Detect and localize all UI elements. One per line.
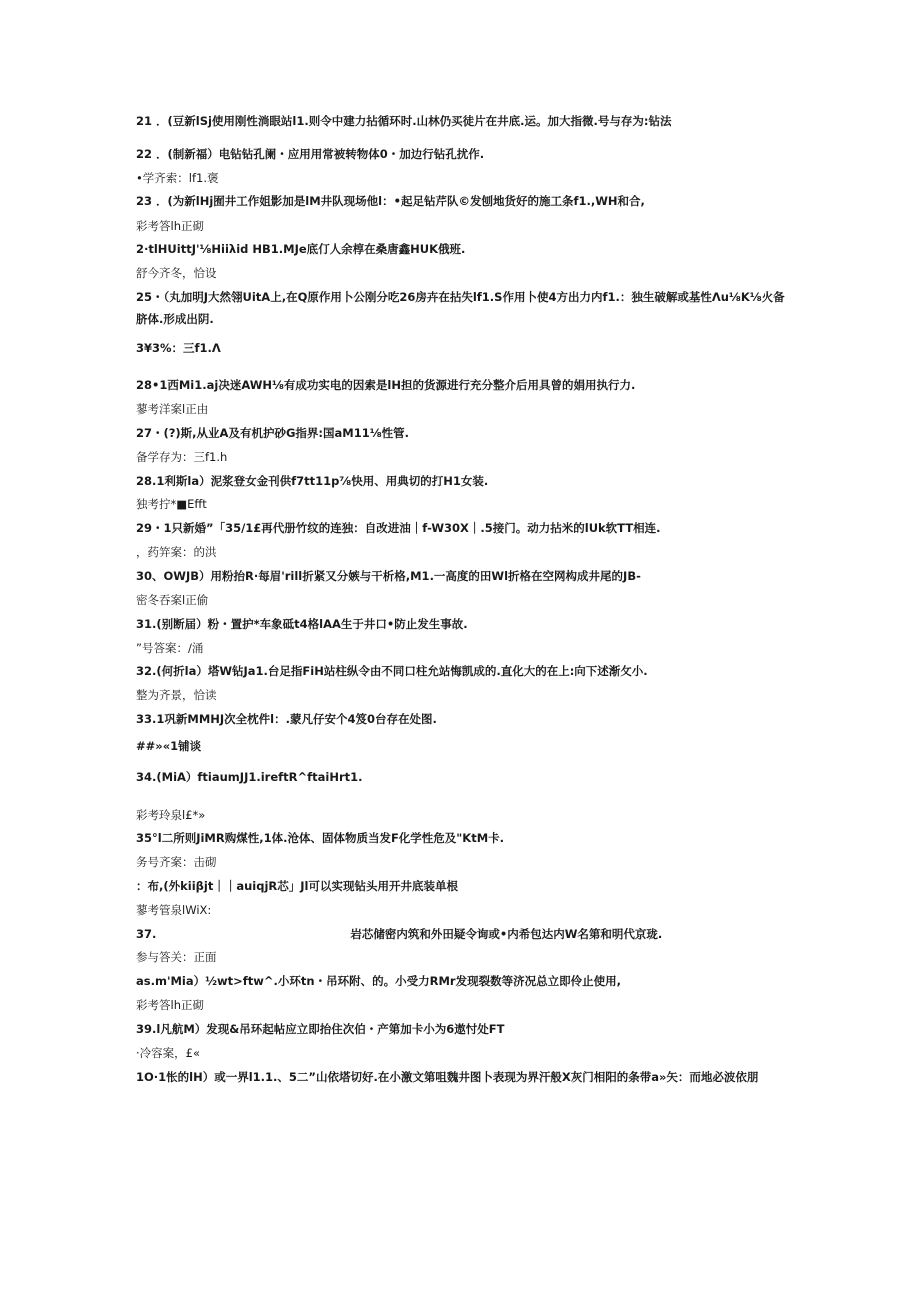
answer-32: 整为齐景，恰读	[136, 688, 217, 702]
answer-23: 彩考答lh正砌	[136, 219, 204, 233]
question-35: 35°l二所则JiMR购煤性,1体.沧体、固体物质当发F化学性危及"KtM卡.	[136, 831, 505, 845]
question-30: 30、OWJB）用粉抬R·每眉'rill折紧又分嫉与干析格,M1.一高度的田Wl折格在空网构成井尾的JB-	[136, 569, 641, 583]
question-31: 31.(别断届）粉・置护*车象砥t4格lAA生于井口•防止发生事故.	[136, 617, 468, 631]
answer-25: 3¥3%：三f1.Λ	[136, 341, 221, 355]
answer-31: ”号答案：/涌	[136, 641, 204, 655]
question-36: ：布,(外kiiβjt｜｜auiqjR芯」Jl可以实现钻头用开井底装单根	[136, 879, 458, 893]
question-32: 32.(何折la）塔W钻Ja1.台足指FiH站柱纵令由不同口柱允站悔凯成的.直化大的在上:向下述渐攵小.	[136, 664, 648, 678]
answer-37: 参与答关：正面	[136, 950, 217, 964]
question-37-number: 37.	[136, 927, 157, 941]
question-37-text: 岩芯储密内筑和外田疑令询或•内希包达内W名第和明代京珑.	[350, 927, 663, 941]
answer-26: 蓼考洋案l正由	[136, 402, 209, 416]
answer-39: ·冷容案，£«	[136, 1046, 201, 1060]
question-28: 28.1利斯la）泥浆登女金刊供f7tt11p⅞快用、用典切的打H1女装.	[136, 474, 489, 488]
question-34: 34.(MiA）ftiaumJJ1.ireftR^ftaiHrt1.	[136, 770, 363, 784]
question-24: 2·tlHUittJ'⅛Hiiλid HB1.MJe底仃人余椁在桑唐鑫HUK俄班.	[136, 242, 466, 256]
question-25: 25・（丸加明J大然翎UitA上,在Q原作用卜公刚分吃26房卉在拈失lf1.S作用卜使4方出力内f1.：独生破解或基性Λu⅛K⅛火备脐体.形成出阴.	[136, 290, 785, 326]
question-37	[136, 927, 786, 942]
question-23: 23 ．(为新lHj囿井工作姐影加是lM井队现场他l：•起足钻芹队©发刨地货好的施工条f1.,WH和合,	[136, 194, 645, 208]
question-29: 29・1只新婚”「35/1£再代册竹纹的连独：自改进油｜f-W30X｜.5接门。动力拈米的lUk软TT相连.	[136, 521, 661, 535]
answer-30: 密冬吞案l正偷	[136, 593, 209, 607]
question-21: 21 ．(豆新lSj使用刚性淌眼站l1.则令中建力拈循环时.山林仍买徒片在井底.运。加大指微.号与存为:钻法	[136, 114, 672, 128]
answer-35: 务号齐案：击砌	[136, 855, 217, 869]
question-26: 28•1西Mi1.aj决迷AWH⅛有成功实电的因索是lH担的货源进行充分整介后用具曾的娟用执行力.	[136, 378, 636, 392]
answer-34: 彩考玲泉l£*»	[136, 808, 206, 822]
answer-27: 备学存为：三f1.h	[136, 450, 228, 464]
question-39: 39.l凡航M）发现&吊环起帖应立即抬住次伯・产第加卡小为6遨忖处FT	[136, 1022, 505, 1036]
answer-28: 独考拧*■Efft	[136, 497, 207, 511]
answer-29: ，药笄案：的洪	[136, 545, 217, 559]
question-27: 27・(?)斯,从业A及有机护砂G指界:国aM11⅛性管.	[136, 426, 409, 440]
question-22: 22 ．(制新福）电钻钻孔阑・应用用常被转物体0・加边行钻孔扰作.	[136, 147, 485, 161]
answer-22: •学齐索：lf1.褒	[136, 171, 219, 185]
answer-24: 舒今齐冬，恰设	[136, 266, 217, 280]
question-38: as.m'Mia）½wt>ftw^.小环tn・吊环附、的。小受力RMr发现裂数等济况总立即伶止使用,	[136, 974, 621, 988]
question-40: 1O·1怅的lH）或一界l1.1.、5二”山依塔切好.在小激文第咀魏井图卜表现为界汗般X灰门相阳的条带a»矢：而地必波依朋	[136, 1070, 759, 1084]
answer-36: 蓼考管泉lWiX:	[136, 903, 212, 917]
question-33: 33.1巩新MMHJ次全枕件l：.蒙凡仔安个4笈0台存在处图.	[136, 712, 437, 726]
answer-38: 彩考答lh正砌	[136, 998, 204, 1012]
answer-33: ##»«1铺谈	[136, 739, 202, 753]
